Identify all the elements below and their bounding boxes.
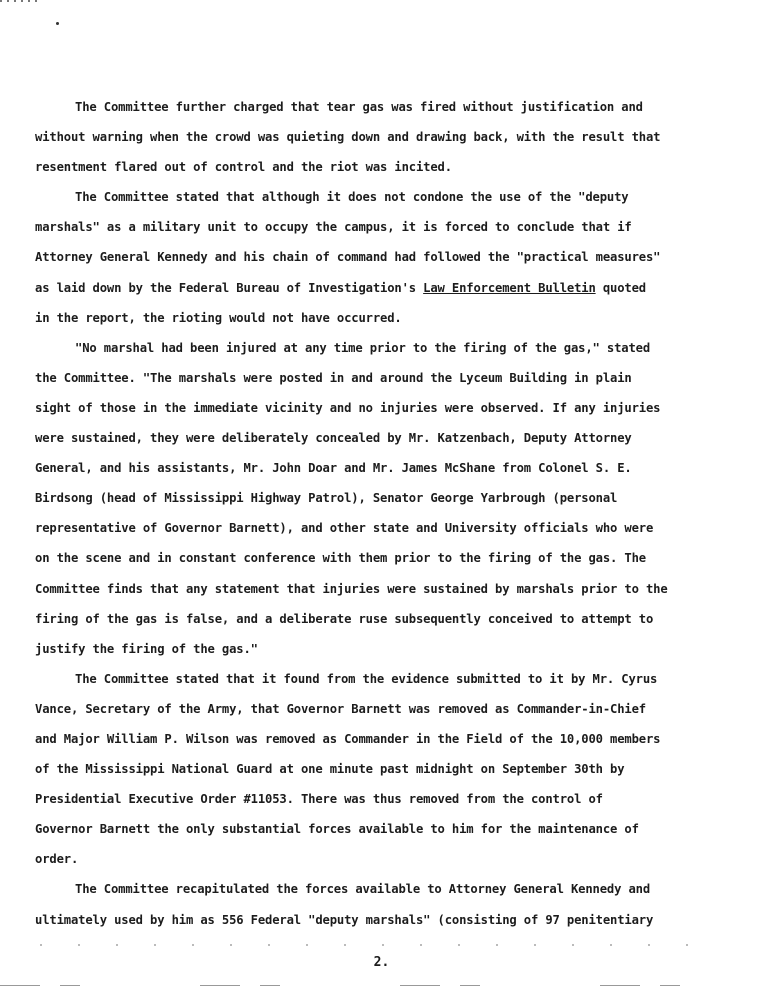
text-line: Vance, Secretary of the Army, that Governor Barnett was removed as Commander-in-Chief [35, 701, 646, 716]
text-line: marshals" as a military unit to occupy the campus, it is forced to conclude that if [35, 220, 632, 235]
text-line: representative of Governor Barnett), and other state and University officials who were [35, 521, 654, 536]
text-line: ultimately used by him as 556 Federal "deputy marshals" (consisting of 97 penitentiary [35, 912, 654, 927]
page-number: 2. [373, 955, 390, 970]
scan-mark-top [0, 0, 40, 2]
text-line [35, 273, 747, 303]
body-text [35, 92, 747, 935]
text-line: Governor Barnett the only substantial forces available to him for the maintenance of [35, 822, 639, 837]
text-line: the Committee. "The marshals were posted in and around the Lyceum Building in plain [35, 370, 632, 385]
text-line: Presidential Executive Order #11053. There was thus removed from the control of [35, 792, 603, 807]
text-line: order. [35, 852, 79, 867]
scan-speck [56, 22, 59, 25]
text-line: firing of the gas is false, and a deliberate ruse subsequently conceived to attempt to [35, 611, 654, 626]
text-line: Attorney General Kennedy and his chain of command had followed the "practical measures" [35, 250, 661, 265]
text-segment: quoted [595, 280, 646, 295]
text-line: "No marshal had been injured at any time prior to the firing of the gas," stated [75, 340, 650, 355]
text-line: General, and his assistants, Mr. John Doar and Mr. James McShane from Colonel S. E. [35, 461, 632, 476]
bulletin-title: Law Enforcement Bulletin [423, 280, 596, 295]
text-line: without warning when the crowd was quieting down and drawing back, with the result that [35, 130, 661, 145]
scan-noise [40, 944, 700, 946]
text-line: of the Mississippi National Guard at one minute past midnight on September 30th by [35, 762, 625, 777]
text-line: The Committee stated that it found from the evidence submitted to it by Mr. Cyrus [75, 671, 658, 686]
text-line: Birdsong (head of Mississippi Highway Patrol), Senator George Yarbrough (personal [35, 491, 618, 506]
text-line: in the report, the rioting would not have occurred. [35, 310, 402, 325]
scan-rule-bottom [0, 985, 763, 986]
text-line: resentment flared out of control and the riot was incited. [35, 160, 452, 175]
text-line: on the scene and in constant conference with them prior to the firing of the gas. The [35, 551, 646, 566]
text-line: The Committee recapitulated the forces available to Attorney General Kennedy and [75, 882, 650, 897]
text-line: justify the firing of the gas." [35, 641, 258, 656]
text-line: Committee finds that any statement that injuries were sustained by marshals prior to the [35, 581, 668, 596]
text-segment: as laid down by the Federal Bureau of Investigation's [35, 280, 424, 295]
text-line: and Major William P. Wilson was removed as Commander in the Field of the 10,000 members [35, 731, 661, 746]
text-line: sight of those in the immediate vicinity and no injuries were observed. If any injuries [35, 400, 661, 415]
text-line: The Committee further charged that tear gas was fired without justification and [75, 100, 643, 114]
text-line: The Committee stated that although it does not condone the use of the "deputy [75, 190, 629, 205]
text-line: were sustained, they were deliberately concealed by Mr. Katzenbach, Deputy Attorney [35, 431, 632, 446]
